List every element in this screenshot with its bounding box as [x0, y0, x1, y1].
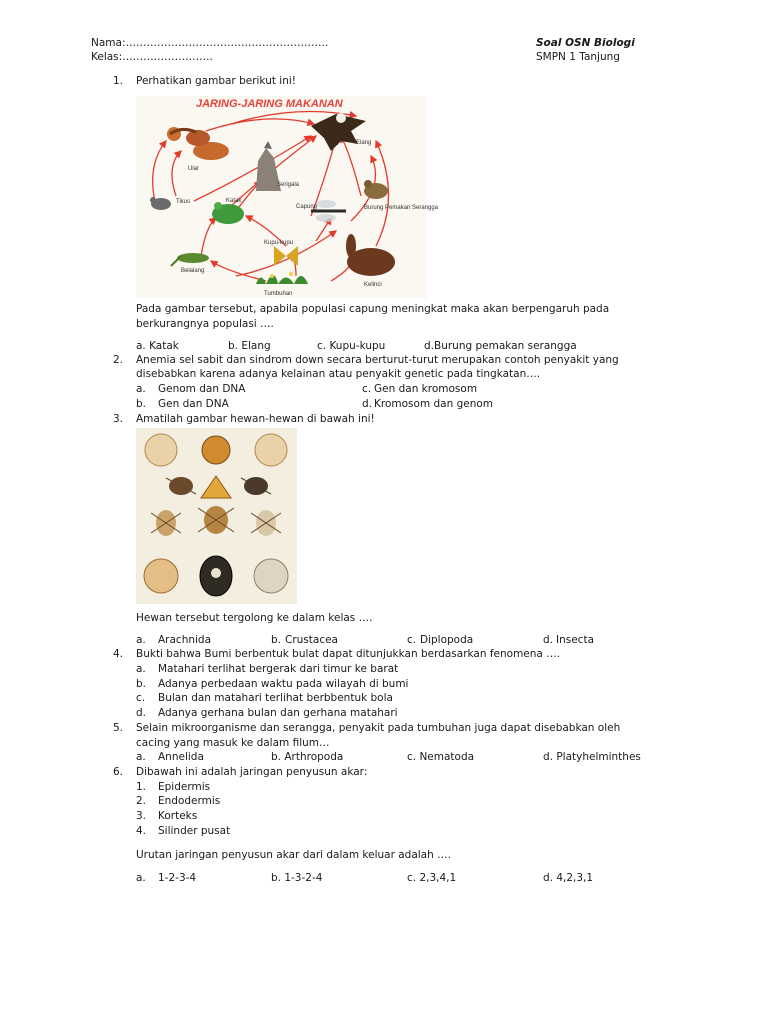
q3-number: 3.: [113, 413, 124, 425]
q5-option-d[interactable]: d. Platyhelminthes: [543, 751, 641, 763]
q4-option-a[interactable]: Matahari terlihat bergerak dari timur ke barat: [158, 663, 399, 675]
label-katak: Katak: [226, 198, 242, 204]
q4-option-c[interactable]: Bulan dan matahari terlihat berbbentuk bola: [158, 692, 393, 704]
label-kupu: Kupu-kupu: [264, 240, 294, 246]
q3-option-a-letter: a.: [136, 634, 146, 646]
q6-number: 6.: [113, 766, 124, 778]
q1-number: 1.: [113, 75, 124, 87]
q4-option-b-letter: b.: [136, 678, 147, 690]
mouse-illustration: [150, 197, 171, 210]
q3-option-c-letter: c.: [407, 634, 417, 646]
q5-option-a[interactable]: Annelida: [158, 751, 204, 763]
q1-option-d[interactable]: d.Burung pemakan serangga: [424, 340, 577, 352]
label-kelinci: Kelinci: [364, 282, 382, 288]
label-belalang: Belalang: [181, 268, 205, 274]
q5-option-a-letter: a.: [136, 751, 146, 763]
food-web-title: JARING-JARING MAKANAN: [196, 98, 343, 110]
q6-option-a[interactable]: 1-2-3-4: [158, 872, 197, 884]
label-ular: Ular: [188, 166, 200, 172]
q6-item-4: Silinder pusat: [158, 825, 231, 837]
q6-stem: Urutan jaringan penyusun akar dari dalam keluar adalah ….: [136, 849, 451, 861]
q2-option-c[interactable]: Gen dan kromosom: [374, 383, 478, 395]
q6-text: Dibawah ini adalah jaringan penyusun akar:: [136, 766, 368, 778]
q3-option-b[interactable]: Crustacea: [285, 634, 338, 646]
q4-option-d-letter: d.: [136, 707, 147, 719]
q2-option-d[interactable]: Kromosom dan genom: [374, 398, 494, 410]
q6-item-4-num: 4.: [136, 825, 147, 837]
q3-option-a[interactable]: Arachnida: [158, 634, 212, 646]
food-web-image: [136, 96, 439, 298]
q2-option-a-letter: a.: [136, 383, 146, 395]
q2-number: 2.: [113, 354, 124, 366]
q3-stem: Hewan tersebut tergolong ke dalam kelas ….: [136, 612, 373, 624]
doc-title: Soal OSN Biologi: [536, 37, 635, 49]
q5-line1: Selain mikroorganisme dan serangga, penyakit pada tumbuhan juga dapat disebabkan oleh: [136, 722, 621, 734]
q5-option-c[interactable]: c. Nematoda: [407, 751, 475, 763]
q1-option-a[interactable]: a. Katak: [136, 340, 179, 352]
q2-line1: Anemia sel sabit dan sindrom down secara berturut-turut merupakan contoh penyakit yang: [136, 354, 619, 366]
q6-item-2-num: 2.: [136, 795, 147, 807]
arachnid-illustrations: [144, 434, 288, 596]
q1-stem-line2: berkurangnya populasi ….: [136, 318, 274, 330]
q6-item-1-num: 1.: [136, 781, 147, 793]
q4-option-c-letter: c.: [136, 692, 146, 704]
q2-option-b[interactable]: Gen dan DNA: [158, 398, 229, 410]
q1-option-b[interactable]: b. Elang: [228, 340, 271, 352]
q4-option-b[interactable]: Adanya perbedaan waktu pada wilayah di bumi: [158, 678, 409, 690]
label-tumbuhan: Tumbuhan: [264, 291, 293, 297]
label-burung: Burung Pemakan Serangga: [364, 205, 439, 211]
q6-item-3-num: 3.: [136, 810, 147, 822]
school-name: SMPN 1 Tanjung: [536, 51, 620, 63]
q3-option-d-letter: d.: [543, 634, 554, 646]
q4-option-a-letter: a.: [136, 663, 146, 675]
q5-line2: cacing yang masuk ke dalam filum…: [136, 737, 330, 749]
q6-item-1: Epidermis: [158, 781, 211, 793]
q5-option-b[interactable]: b. Arthropoda: [271, 751, 344, 763]
q2-option-c-letter: c.: [362, 383, 372, 395]
q1-text: Perhatikan gambar berikut ini!: [136, 75, 297, 87]
q6-item-2: Endodermis: [158, 795, 221, 807]
plants-illustration: [256, 272, 308, 284]
label-tikus: Tikus: [176, 199, 191, 205]
q3-option-d[interactable]: Insecta: [556, 634, 595, 646]
spider-plate-image: [136, 428, 297, 604]
name-field-label: Nama:………………………………………………….: [91, 37, 329, 49]
q2-option-b-letter: b.: [136, 398, 147, 410]
q1-option-c[interactable]: c. Kupu-kupu: [317, 340, 386, 352]
class-field-label: Kelas:……………………..: [91, 51, 213, 63]
q3-option-c[interactable]: Diplopoda: [420, 634, 474, 646]
q4-text: Bukti bahwa Bumi berbentuk bulat dapat ditunjukkan berdasarkan fenomena ….: [136, 648, 561, 660]
q6-option-b[interactable]: b. 1-3-2-4: [271, 872, 323, 884]
q3-option-b-letter: b.: [271, 634, 282, 646]
snake-illustration: [167, 127, 229, 160]
label-elang: Elang: [356, 140, 372, 146]
grasshopper-illustration: [171, 253, 209, 266]
bird-illustration: [364, 180, 388, 199]
q2-option-a[interactable]: Genom dan DNA: [158, 383, 246, 395]
q2-line2: disebabkan karena adanya kelainan atau penyakit genetic pada tingkatan….: [136, 368, 541, 380]
q6-option-d[interactable]: d. 4,2,3,1: [543, 872, 594, 884]
q3-text: Amatilah gambar hewan-hewan di bawah ini!: [136, 413, 375, 425]
q2-option-d-letter: d.: [362, 398, 373, 410]
q4-number: 4.: [113, 648, 124, 660]
rabbit-illustration: [346, 234, 395, 276]
q6-option-c[interactable]: c. 2,3,4,1: [407, 872, 457, 884]
q5-number: 5.: [113, 722, 124, 734]
label-capung: Capung: [296, 204, 318, 210]
q6-item-3: Korteks: [158, 810, 198, 822]
frog-illustration: [212, 202, 244, 224]
q6-option-a-letter: a.: [136, 872, 146, 884]
label-serigala: Serigala: [277, 182, 300, 188]
q1-stem-line1: Pada gambar tersebut, apabila populasi capung meningkat maka akan berpengaruh pada: [136, 303, 610, 315]
q4-option-d[interactable]: Adanya gerhana bulan dan gerhana matahari: [158, 707, 398, 719]
